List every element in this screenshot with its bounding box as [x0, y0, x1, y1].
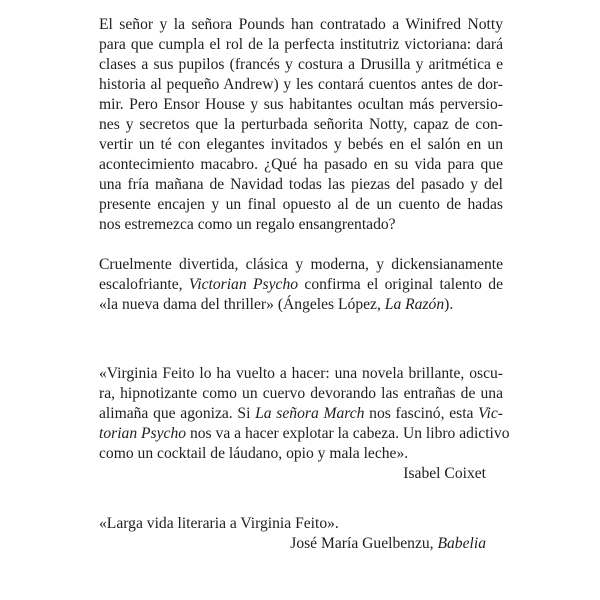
synopsis-line: clases a sus pupilos (francés y costura a Drusilla y aritmética e: [99, 56, 503, 73]
synopsis-line: nes y secretos que la perturbada señorita Notty, capaz de con-: [99, 116, 503, 133]
quote-line: ra, hipnotizante como un cuervo devorando las entrañas de una: [99, 385, 503, 402]
synopsis-line: para que cumpla el rol de la perfecta institutriz victoriana: dará: [99, 36, 503, 53]
book-title: Vic-: [478, 405, 503, 422]
book-title: torian Psycho: [99, 425, 187, 442]
blurb-text: escalofriante,: [99, 276, 189, 293]
quote-line: como un cocktail de láudano, opio y mala leche».: [99, 445, 409, 462]
review-quote-guelbenzu: [99, 514, 503, 554]
book-title: Victorian Psycho: [188, 276, 299, 293]
attribution-name: José María Guelbenzu,: [290, 535, 438, 552]
blurb-line: [99, 295, 503, 315]
quote-line: «Virginia Feito lo ha vuelto a hacer: una novela brillante, oscu-: [99, 365, 503, 382]
synopsis-line: mir. Pero Ensor House y sus habitantes ocultan más perversio-: [99, 96, 503, 113]
synopsis-line: presente encajen y un final opuesto al de un cuento de hadas: [99, 196, 503, 213]
synopsis-line: El señor y la señora Pounds han contratado a Winifred Notty: [99, 16, 503, 33]
synopsis-paragraph: [99, 15, 503, 235]
publication-name: La Razón: [384, 296, 445, 313]
synopsis-line: vertir un té con elegantes invitados y bebés en el salón en un: [99, 136, 503, 153]
blurb-text: «la nueva dama del thriller» (Ángeles López,: [99, 296, 385, 313]
publication-name: Babelia: [437, 535, 486, 552]
blurb-text: confirma el original talento de: [298, 276, 503, 293]
synopsis-line: acontecimiento macabro. ¿Qué ha pasado en su vida para que: [99, 156, 503, 173]
blurb-text: ).: [444, 296, 454, 313]
quote-line: [99, 424, 510, 444]
review-quote-coixet: [99, 364, 510, 484]
quote-text: nos fascinó, esta: [364, 405, 479, 422]
blurb-line: Cruelmente divertida, clásica y moderna, y dickensianamente: [99, 256, 503, 273]
synopsis-line: historia al pequeño Andrew) y les contará cuentos antes de dor-: [99, 76, 503, 93]
quote-line: [99, 404, 503, 424]
book-title: La señora March: [255, 405, 365, 422]
quote-line: «Larga vida literaria a Virginia Feito».: [99, 515, 339, 532]
blurb-paragraph: [99, 255, 503, 315]
quote-attribution: Isabel Coixet: [403, 465, 486, 482]
synopsis-line: nos estremezca como un regalo ensangrentado?: [99, 216, 396, 233]
blurb-line: [99, 275, 503, 295]
synopsis-line: una fría mañana de Navidad todas las piezas del pasado y del: [99, 176, 503, 193]
quote-text: nos va a hacer explotar la cabeza. Un libro adictivo: [186, 425, 510, 442]
book-back-cover-text: [99, 15, 510, 554]
quote-text: alimaña que agoniza. Si: [99, 405, 256, 422]
quote-attribution: [99, 534, 503, 554]
